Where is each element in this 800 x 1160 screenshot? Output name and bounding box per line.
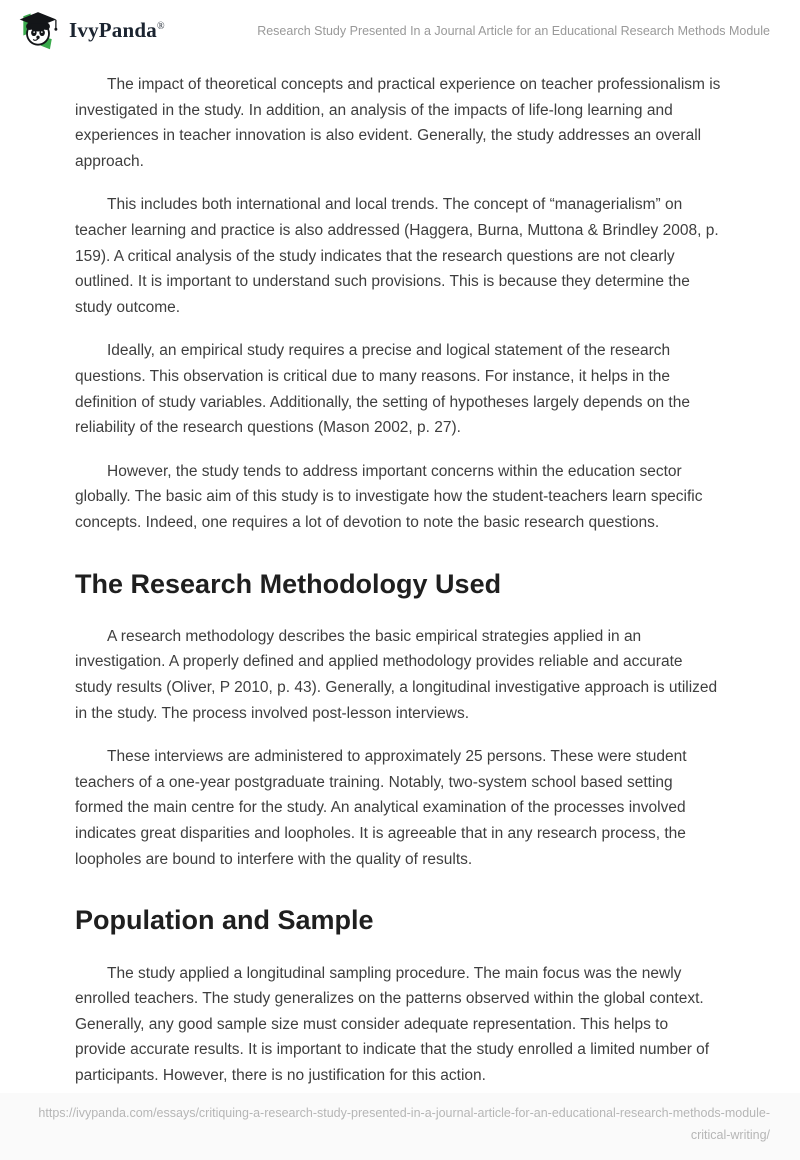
paragraph: The impact of theoretical concepts and practical experience on teacher professionalism is investigated in the study. In addition, an analysis of the impacts of life-long learning and experiences in teacher innovation is also evident. Generally, the study addresses an overall approach. xyxy=(75,76,721,170)
footer-url: https://ivypanda.com/essays/critiquing-a-research-study-presented-in-a-journal-article-for-an-educational-research-methods-module-critical-writing/ xyxy=(38,1106,770,1143)
paragraph: The study applied a longitudinal sampling procedure. The main focus was the newly enrolled teachers. The study generalizes on the patterns observed within the global context. Generally, any good sample size must consider adequate representation. This helps to provide accurate results. It is important to indicate that the study enrolled a limited number of participants. However, there is no justification for this action. xyxy=(75,964,710,1084)
section-heading-methodology: The Research Methodology Used xyxy=(75,568,502,599)
paragraph: Ideally, an empirical study requires a precise and logical statement of the research questions. This observation is critical due to many reasons. For instance, it helps in the definition of study variables. Additionally, the setting of hypotheses largely depends on the reliability of the research questions (Mason 2002, p. 27). xyxy=(75,342,690,437)
section-heading-population: Population and Sample xyxy=(75,905,374,936)
paragraph: These interviews are administered to approximately 25 persons. These were student teachers of a one-year postgraduate training. Notably, two-system school based setting formed the main centre for the study. An analytical examination of the processes involved indicates great disparities and loopholes. It is agreeable that in any research process, the loopholes are bound to interfere with the quality of results. xyxy=(75,748,687,868)
paragraph: This includes both international and local trends. The concept of “managerialism” on teacher learning and practice is also addressed (Haggera, Burna, Muttona & Brindley 2008, p. 159). A critical analysis of the study indicates that the research questions are not clearly outlined. It is important to understand such provisions. This is because they determine the study outcome. xyxy=(75,196,719,316)
article-body xyxy=(0,60,800,1089)
header-title: Research Study Presented In a Journal Article for an Educational Research Methods Module xyxy=(257,23,770,38)
panda-graduation-cap-icon xyxy=(16,8,60,52)
paragraph: However, the study tends to address important concerns within the education sector globally. The basic aim of this study is to investigate how the student-teachers learn specific concepts. Indeed, one requires a lot of devotion to note the basic research questions. xyxy=(75,462,703,531)
header xyxy=(0,0,800,60)
brand-name: IvyPanda xyxy=(69,17,157,42)
ivypanda-logo[interactable] xyxy=(16,8,165,52)
footer xyxy=(0,1093,800,1160)
brand-text xyxy=(69,18,165,43)
registered-mark: ® xyxy=(156,20,165,32)
paragraph: A research methodology describes the basic empirical strategies applied in an investigation. A properly defined and applied methodology provides reliable and accurate study results (Oliver, P 2010, p. 43). Generally, a longitudinal investigative approach is utilized in the study. The process involved post-lesson interviews. xyxy=(75,627,718,722)
